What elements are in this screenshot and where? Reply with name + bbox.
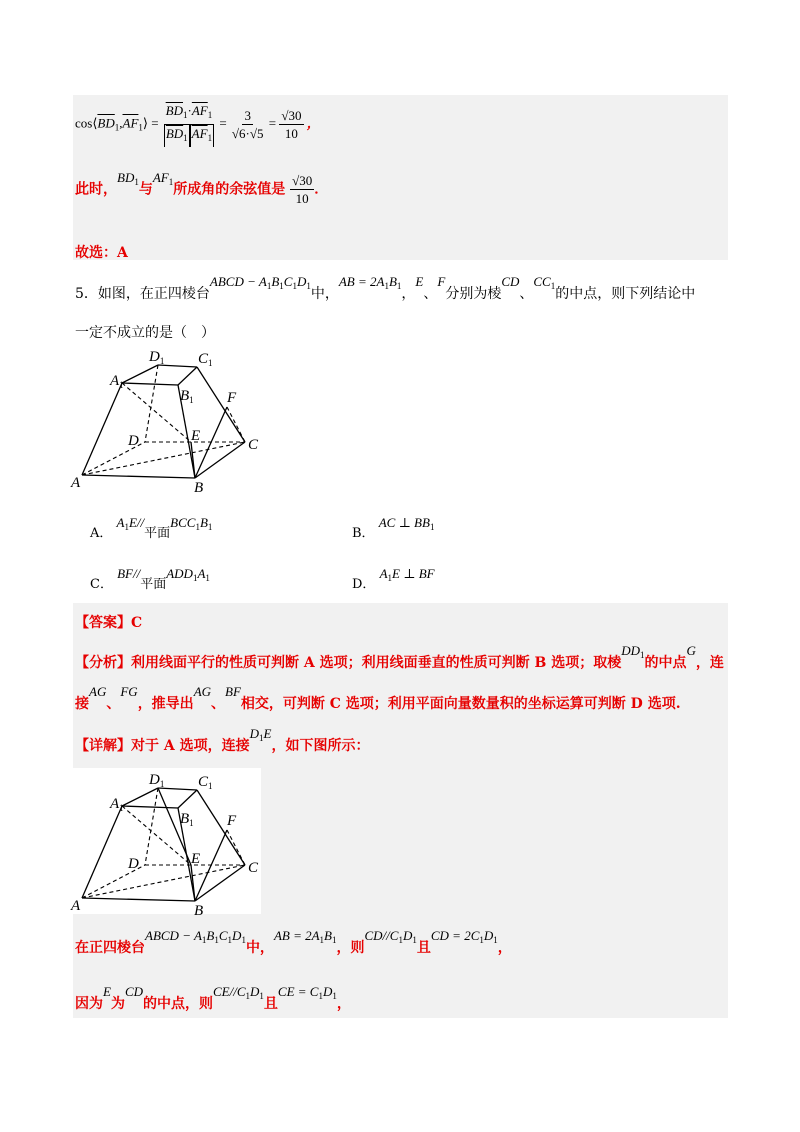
option-a[interactable]: A． $A_1E//$平面$BCC_1B_1$ [90,515,213,541]
option-d[interactable]: D． $A_1E$ ⊥ BF [352,566,435,592]
frac-numeric: $\frac{3}{√6\cdot√5}$ [231,108,264,141]
frustum-figure [70,345,270,495]
edge-a1b1 [122,383,178,385]
option-b[interactable]: B． AC ⊥ $BB_1$ [352,515,435,541]
answer-choice: 故选：A [75,245,128,261]
label-d: D [128,433,139,449]
fig2-label-b: B [194,903,204,918]
analysis-line1: 【分析】利用线面平行的性质可判断 A 选项；利用线面垂直的性质可判断 B 选项；取棱$DD_1$的中点G，连 [75,643,724,671]
frac-vectors: $\frac{\overline{BD}_1\cdot\overline{AF}_1}{\overline{BD}_1 \overline{AF}_1}$ [162,102,216,147]
fig2-label-d: D [128,856,139,872]
cos-formula: $\cos⟨\overline{BD}_1,\overline{AF}_1⟩$ = $\frac{\overline{BD}_1\cdot\overline{AF}_1}{\overline{BD}_1 \overline{AF}_1}$ = $\frac{3}{√6\cdot√5}$ = $\frac{√30}{10}$ ， [75,102,320,147]
question-stem: 5．如图，在正四棱台ABCD − $A_1B_1C_1D_1$中，AB = $2A_1B_1$，E、F分别为棱CD、$CC_1$的中点，则下列结论中 [75,274,696,302]
step-line2: 因为E为CD的中点，则$CE//C_1D_1$且CE = $C_1D_1$， [75,984,351,1012]
label-c1: $C_1$ [198,351,213,368]
label-f: F [227,390,237,406]
analysis-line2: 接AG、FG，推导出AG、BF相交，可判断 C 选项；利用平面向量数量积的坐标运算可判断 D 选项. [75,684,681,712]
fig2-label-f: F [227,813,237,829]
option-c[interactable]: C． BF//平面$ADD_1A_1$ [90,566,210,592]
conclusion-frac: $\frac{√30}{10}$ [292,173,313,206]
edge-aa1 [82,383,122,475]
conclusion-line: 此时，$BD_1$与$AF_1$所成角的余弦值是 $\frac{√30}{10}$ ． [75,169,329,206]
label-d1: $D_1$ [149,349,165,366]
question-stem-line2: 一定不成立的是（ ） [75,325,215,341]
edge-c1c [197,367,245,442]
fig2-label-c1: $C_1$ [198,774,213,791]
edge-b1c1 [178,367,197,385]
fig2-label-a1: $A_1$ [110,796,124,813]
step-line1: 在正四棱台ABCD − $A_1B_1C_1D_1$中，AB = $2A_1B_1$，则$CD//C_1D_1$且CD = $2C_1D_1$， [75,928,512,956]
fig2-label-e: E [191,851,201,867]
frustum-figure-2 [70,768,270,918]
answer-tag: 【答案】C [75,615,143,631]
edge-ac [82,442,245,475]
fig2-label-c: C [248,860,259,876]
label-b1: $B_1$ [180,388,194,405]
edge-d1d [145,365,158,442]
label-a: A [71,475,81,491]
detail-line1: 【详解】对于 A 选项，连接$D_1E$，如下图所示： [75,726,370,754]
label-c: C [248,437,259,453]
label-a1: $A_1$ [110,373,124,390]
frac-result: $\frac{√30}{10}$ [281,108,302,141]
edge-a1d1 [122,365,158,383]
fig2-label-a: A [71,898,81,914]
label-e: E [191,428,201,444]
fig2-label-b1: $B_1$ [180,811,194,828]
fig2-label-d1: $D_1$ [149,772,165,789]
label-b: B [194,480,204,495]
edge-ab [82,475,195,478]
